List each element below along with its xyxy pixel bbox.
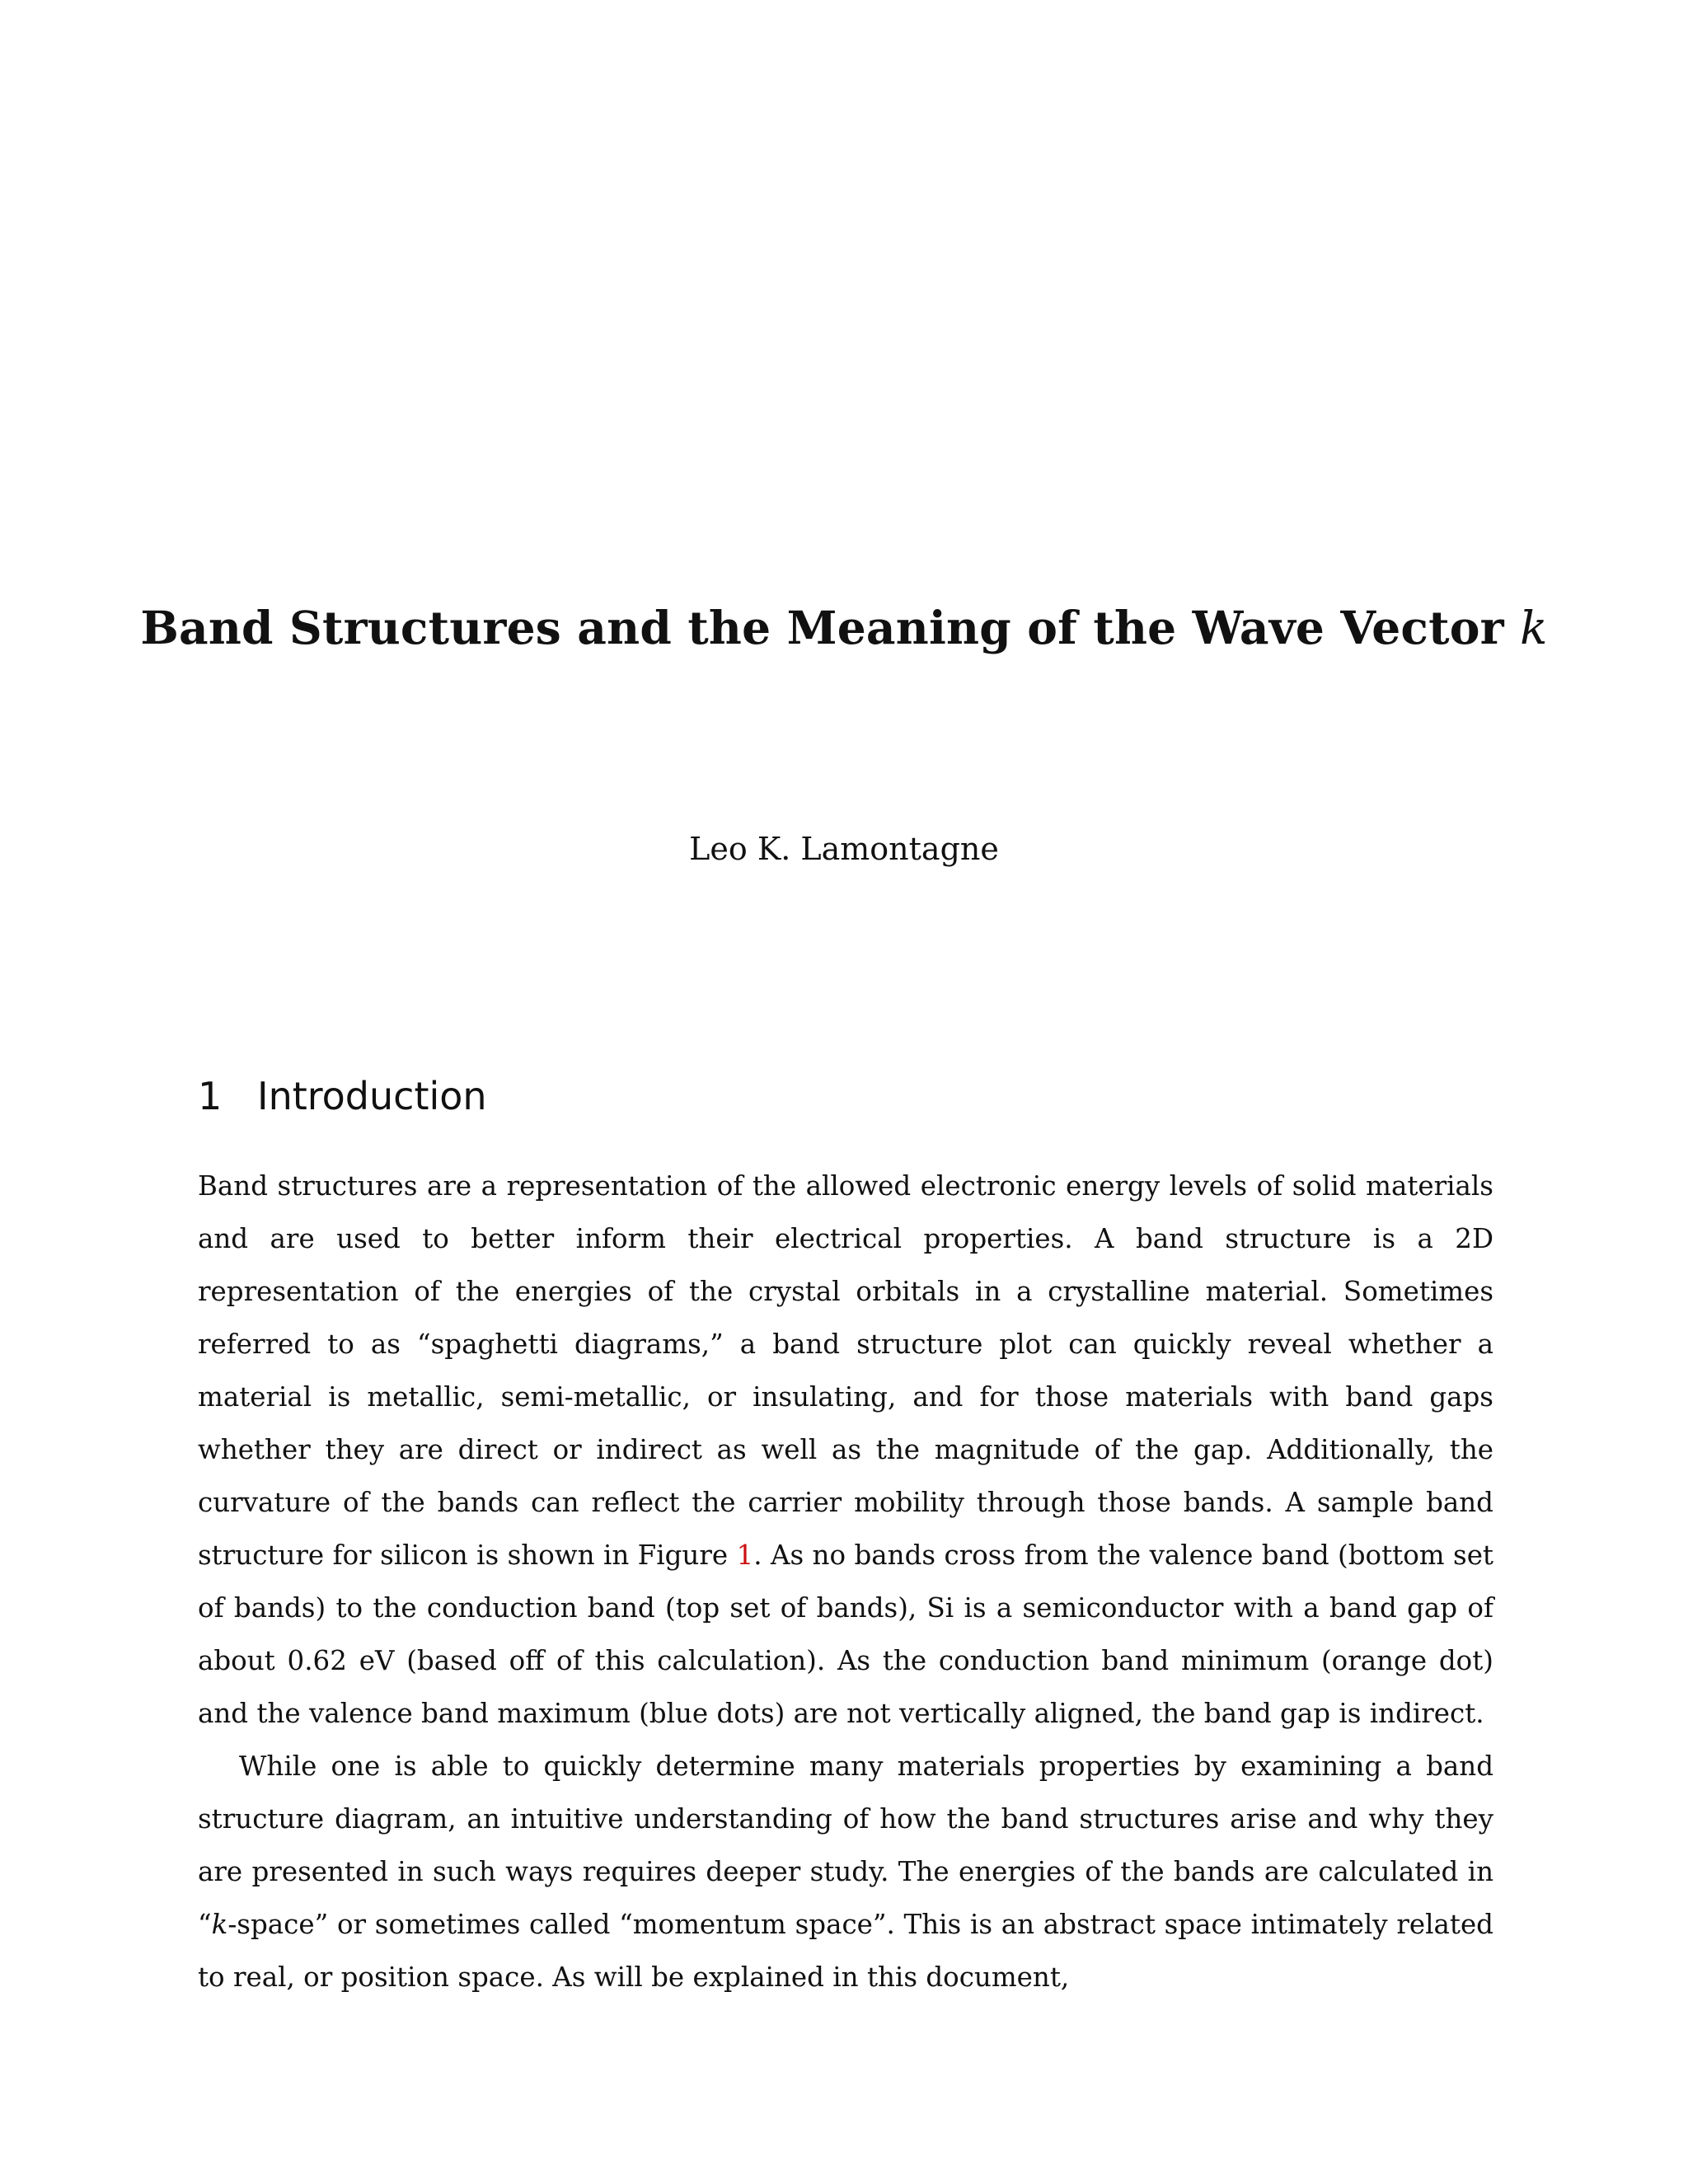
document-title [0, 595, 1688, 661]
k-symbol: k [211, 1909, 228, 1940]
title-text: Band Structures and the Meaning of the Wave Vector [140, 601, 1504, 654]
author-name: Leo K. Lamontagne [689, 831, 999, 867]
paragraph-1-text-a: Band structures are a representation of the allowed electronic energy levels of solid materials and are used to better inform their electrical properties. A band structure is a 2D representation of the energies of the crystal orbitals in a crystalline material. Sometimes referred to as “spaghetti diagrams,” a band structure plot can quickly reveal whether a material is metallic, semi-metallic, or insulating, and for those materials with band gaps whether they are direct or indirect as well as the magnitude of the gap. Additionally, the curvature of the bands can reflect the carrier mobility through those bands. A sample band structure for silicon is shown in Figure [198, 1170, 1493, 1571]
section-heading [198, 1071, 487, 1121]
paragraph-1 [198, 1160, 1493, 1740]
paragraph-2-text-a: While one is able to quickly determine many materials properties by examining a band structure diagram, an intuitive understanding of how the band structures arise and why they are presented in such ways requires deeper study. The energies of the bands are calculated in “ [198, 1750, 1493, 1940]
body-text [198, 1160, 1493, 2004]
section-number: 1 [198, 1074, 223, 1118]
section-title: Introduction [257, 1074, 487, 1118]
figure-1-link[interactable]: 1 [736, 1540, 754, 1571]
paragraph-1-text-b: . As no bands cross from the valence band (bottom set of bands) to the conduction band (top set of bands), Si is a semiconductor with a band gap of about 0.62 eV (based off of this calculation). As the conduction band minimum (orange dot) and the valence band maximum (blue dots) are not vertically aligned, the band gap is indirect. [198, 1540, 1493, 1729]
title-wave-vector-symbol: k [1520, 602, 1548, 654]
paragraph-2-text-b: -space” or sometimes called “momentum space”. This is an abstract space intimately related to real, or position space. As will be explained in this document, [198, 1909, 1493, 1993]
paragraph-2 [198, 1740, 1493, 2004]
